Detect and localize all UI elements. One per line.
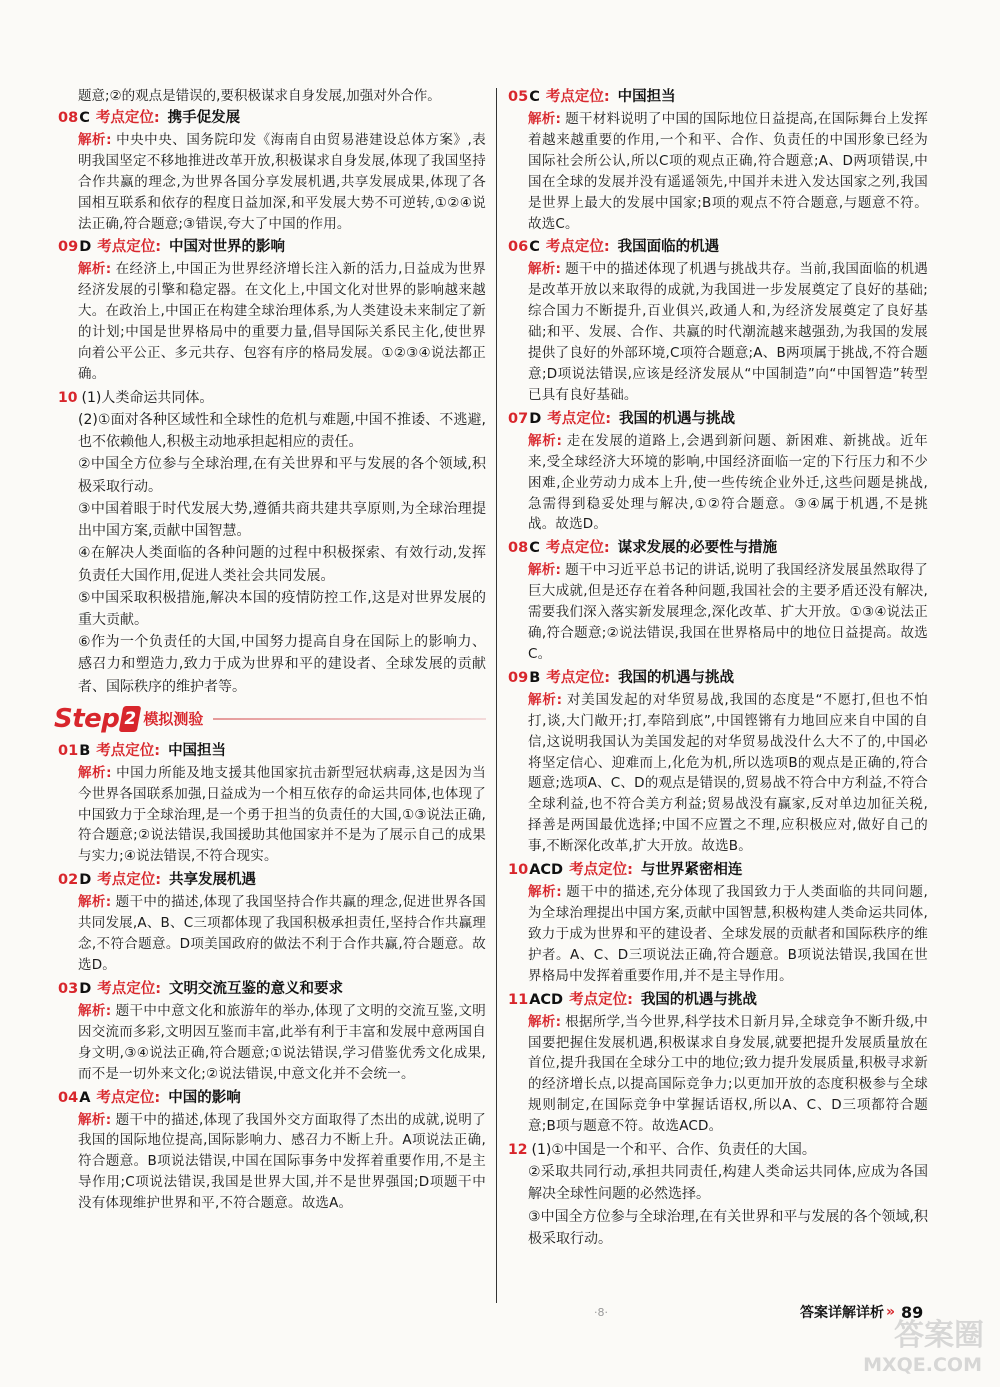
answer-entry-02 [58, 869, 486, 976]
analysis-label: 解析: [78, 1002, 112, 1019]
step-number: 2 [119, 706, 142, 732]
step-word: Step [54, 703, 120, 734]
analysis-label: 解析: [528, 691, 563, 708]
key-point-topic: 中国对世界的影响 [169, 239, 286, 256]
key-point-topic: 中国担当 [617, 89, 676, 105]
answer-letter: C [529, 89, 540, 105]
answer-entry-05 [508, 86, 928, 234]
key-point-label: 考点定位: [569, 991, 633, 1008]
answer-letter: C [79, 109, 90, 126]
key-point-label: 考点定位: [96, 1089, 161, 1106]
key-point-topic: 与世界紧密相连 [640, 862, 743, 879]
analysis-text: 题干材料说明了中国的国际地位日益提高,在国际舞台上发挥着越来越重要的作用,一个和平、合作、负责任的中国形象已经为国际社会所公认,所以C项的观点正确,符合题意;A、D两项错误,中国在全球的发展并没有遥遥领先,中国并未进入发达国家之列,我国是世界上最大的发展中国家;B项的观点不符合题意,与题意不符。故选C。 [528, 111, 929, 232]
answer-part-5: ④在解决人类面临的各种问题的过程中积极探索、有效行动,发挥负责任大国作用,促进人类社会共同发展。 [78, 545, 486, 584]
key-point-label: 考点定位: [97, 239, 162, 256]
answer-part-2: (2)①面对各种区域性和全球性的危机与难题,中国不推诿、不逃避,也不依赖他人,积极主动地承担起相应的责任。 [78, 412, 486, 451]
analysis-text: 题干中的描述体现了机遇与挑战共存。当前,我国面临的机遇是改革开放以来取得的成就,为我国进一步发展奠定了良好的基础;综合国力不断提升,百业俱兴,政通人和,为经济发展奠定了良好基础;和平、发展、合作、共赢的时代潮流越来越强劲,为我国的发展提供了良好的外部环境,C项符合题意;A、B两项属于挑战,不符合题意;D项说法错误,应该是经济发展从“中国制造”向“中国智造”转型已具有良好基础。 [528, 261, 929, 403]
question-number: 06 [508, 239, 529, 256]
question-number: 05 [508, 89, 529, 105]
answer-letter: ACD [529, 862, 564, 879]
key-point-topic: 携手促发展 [167, 109, 241, 126]
analysis-text: 题干中中意文化和旅游年的举办,体现了文明的交流互鉴,文明因交流而多彩,文明因互鉴而丰富,此举有利于丰富和发展中意两国自身文明,③④说法正确,符合题意;①说法错误,学习借鉴优秀文化成果,而不是一切外来文化;②说法错误,中意文化并不会统一。 [78, 1002, 486, 1082]
answer-part-4: ③中国着眼于时代发展大势,遵循共商共建共享原则,为全球治理提出中国方案,贡献中国智慧。 [78, 500, 486, 540]
analysis-text: 在经济上,中国正为世界经济增长注入新的活力,日益成为世界经济发展的引擎和稳定器。在文化上,中国文化对世界的影响越来越大。在政治上,中国正在构建全球治理体系,为人类建设未来制定了新的计划;中国是世界格局中的重要力量,倡导国际关系民主化,使世界向着公平公正、多元共存、包容有序的格局发展。①②③④说法都正确。 [78, 261, 486, 382]
watermark-site-text: MXQE.COM [863, 1354, 982, 1376]
right-column [508, 86, 928, 1252]
continued-text: 题意;②的观点是错误的,要积极谋求自身发展,加强对外合作。 [78, 88, 441, 104]
analysis-text: 根据所学,当今世界,科学技术日新月异,全球竞争不断升级,中国要把握住发展机遇,积极谋求自身发展,就要把提升发展质量放在首位,提升我国在全球分工中的地位;致力提升发展质量,积极寻求新的经济增长点,以提高国际竞争力;以更加开放的态度积极参与全球规则制定,在国际竞争中掌握话语权,所以A、C、D三项都符合题意;B项与题意不符。故选ACD。 [528, 1013, 929, 1135]
answer-part-1: (1)①中国是一个和平、合作、负责任的大国。 [531, 1142, 816, 1159]
answer-entry-09 [508, 667, 928, 857]
answer-entry-01 [58, 740, 486, 868]
analysis-text: 走在发展的道路上,会遇到新问题、新困难、新挑战。近年来,受全球经济大环境的影响,中国经济面临一定的下行压力和不少困难,企业劳动力成本上升,使一些传统企业外迁,这些问题是挑战,急需得到稳妥处理与解决,①②符合题意。③④属于机遇,不是挑战。故选D。 [528, 432, 929, 533]
key-point-topic: 我国面临的机遇 [617, 239, 720, 256]
analysis-label: 解析: [528, 884, 562, 901]
answer-entry-08 [58, 107, 486, 235]
section-title: 模拟测验 [143, 710, 204, 729]
key-point-topic: 中国担当 [168, 742, 227, 759]
column-divider [496, 88, 497, 1303]
key-point-label: 考点定位: [95, 109, 160, 126]
analysis-label: 解析: [528, 261, 562, 278]
question-number: 10 [58, 389, 78, 406]
answer-part-1: (1)人类命运共同体。 [81, 389, 214, 406]
key-point-label: 考点定位: [569, 862, 633, 879]
answer-letter: C [529, 239, 540, 256]
answer-entry-10 [508, 859, 928, 987]
answer-part-7: ⑥作为一个负责任的大国,中国努力提高自身在国际上的影响力、感召力和塑造力,致力于成为世界和平的建设者、全球发展的贡献者、国际秩序的维护者等。 [78, 634, 486, 695]
watermark [840, 1310, 990, 1380]
question-number: 12 [508, 1142, 528, 1159]
question-number: 11 [508, 991, 529, 1008]
analysis-text: 题干中习近平总书记的讲话,说明了我国经济发展虽然取得了巨大成就,但是还存在着各种问题,我国社会的主要矛盾还没有解决,需要我们深入落实新发展理念,深化改革、扩大开放。①③④说法正确,符合题意;②说法错误,我国在世界格局中的地位日益提高。故选C。 [528, 562, 929, 662]
key-point-label: 考点定位: [96, 742, 161, 759]
question-number: 08 [508, 540, 529, 557]
key-point-topic: 我国的机遇与挑战 [618, 669, 735, 686]
key-point-topic: 中国的影响 [168, 1089, 241, 1106]
question-number: 01 [58, 742, 79, 759]
key-point-label: 考点定位: [546, 669, 611, 686]
key-point-topic: 我国的机遇与挑战 [640, 991, 757, 1008]
key-point-label: 考点定位: [545, 239, 610, 256]
question-number: 07 [508, 410, 529, 427]
analysis-text: 题干中的描述,体现了我国外交方面取得了杰出的成就,说明了我国的国际地位提高,国际影响力、感召力不断上升。A项说法正确,符合题意。B项说法错误,中国在国际事务中发挥着重要作用,不是主导作用;C项说法错误,我国是世界大国,并不是世界强国;D项题干中没有体现维护世界和平,不符合题意。故选A。 [78, 1111, 486, 1212]
answer-entry-09 [58, 236, 486, 384]
double-arrow-icon: » [886, 1304, 896, 1320]
watermark-logo-text: 答案圈 [894, 1318, 984, 1353]
answer-letter: B [79, 742, 91, 759]
section-banner [54, 702, 486, 736]
question-number: 02 [58, 872, 79, 889]
analysis-label: 解析: [528, 562, 562, 579]
key-point-label: 考点定位: [97, 872, 162, 889]
footer-title: 答案详解详析 [800, 1305, 884, 1321]
key-point-label: 考点定位: [545, 89, 610, 105]
page-number: 89 [901, 1302, 924, 1322]
analysis-text: 题干中的描述,充分体现了我国致力于人类面临的共同问题,为全球治理提出中国方案,贡献中国智慧,积极构建人类命运共同体,致力于成为世界和平的建设者、全球发展的贡献者和国际秩序的维护者。A、C、D三项说法正确,符合题意。B项说法错误,我国在世界格局中发挥着重要作用,并不是主导作用。 [528, 884, 928, 984]
key-point-topic: 文明交流互鉴的意义和要求 [169, 980, 344, 997]
answer-part-6: ⑤中国采取积极措施,解决本国的疫情防控工作,这是对世界发展的重大贡献。 [78, 589, 486, 628]
analysis-label: 解析: [528, 432, 563, 449]
key-point-topic: 我国的机遇与挑战 [619, 410, 736, 427]
answer-part-3: ②中国全方位参与全球治理,在有关世界和平与发展的各个领域,积极采取行动。 [78, 456, 486, 495]
answer-entry-03 [58, 978, 486, 1085]
key-point-topic: 谋求发展的必要性与措施 [617, 540, 778, 557]
answer-part-3: ③中国全方位参与全球治理,在有关世界和平与发展的各个领域,积极采取行动。 [528, 1208, 928, 1247]
answer-entry-10 [58, 387, 486, 698]
analysis-label: 解析: [78, 1111, 112, 1128]
analysis-label: 解析: [78, 261, 112, 278]
analysis-label: 解析: [528, 1013, 562, 1030]
key-point-label: 考点定位: [545, 540, 610, 557]
answer-entry-08 [508, 537, 928, 665]
answer-part-2: ②采取共同行动,承担共同责任,构建人类命运共同体,应成为各国解决全球性问题的必然选择。 [528, 1164, 928, 1203]
analysis-label: 解析: [528, 111, 562, 127]
question-number: 09 [58, 239, 79, 256]
answer-entry-11 [508, 989, 928, 1137]
key-point-label: 考点定位: [97, 980, 162, 997]
question-number: 08 [58, 109, 79, 126]
key-point-topic: 共享发展机遇 [169, 872, 257, 889]
question-number: 09 [508, 669, 529, 686]
banner-rule [213, 718, 486, 720]
left-column [54, 86, 486, 1216]
analysis-text: 中央中央、国务院印发《海南自由贸易港建设总体方案》,表明我国坚定不移地推进改革开放,积极谋求自身发展,体现了我国坚持合作共赢的理念,为世界各国分享发展机遇,共享发展成果,体现了各国相互联系和依存的程度日益加深,和平发展大势不可逆转,①②④说法正确,符合题意;③错误,夸大了中国的作用。 [78, 131, 486, 232]
analysis-text: 中国力所能及地支援其他国家抗击新型冠状病毒,这是因为当今世界各国联系加强,日益成为一个相互依存的命运共同体,也体现了中国致力于全球治理,是一个勇于担当的负责任的大国,①③说法正确,符合题意;②说法错误,我国援助其他国家并不是为了展示自己的成果与实力;④说法错误,不符合现实。 [78, 764, 486, 865]
answer-letter: B [529, 669, 541, 686]
question-number: 10 [508, 862, 529, 879]
footer-mark: ·8· [594, 1306, 608, 1319]
analysis-label: 解析: [78, 894, 112, 911]
analysis-text: 对美国发起的对华贸易战,我国的态度是“不愿打,但也不怕打,谈,大门敞开;打,奉陪到底”,中国铿锵有力地回应来自中国的自信,这说明我国认为美国发起的对华贸易战没什么大不了的,中国必将坚定信心、迎难而上,化危为机,所以选项B的观点是正确的,符合题意;选项A、C、D的观点是错误的,贸易战不符合中方利益,不符合全球利益,也不符合美方利益;贸易战没有赢家,反对单边加征关税,择善是两国最优选择;中国不应置之不理,应积极应对,做好自己的事,不断深化改革,扩大开放。故选B。 [528, 691, 928, 855]
question-number: 04 [58, 1089, 79, 1106]
question-number: 03 [58, 980, 79, 997]
answer-letter: D [79, 980, 92, 997]
analysis-text: 题干中的描述,体现了我国坚持合作共赢的理念,促进世界各国共同发展,A、B、C三项都体现了我国积极承担责任,坚持合作共赢理念,不符合题意。D项美国政府的做法不利于合作共赢,符合题意。故选D。 [78, 894, 486, 973]
answer-entry-12 [508, 1139, 928, 1250]
answer-entry-04 [58, 1087, 486, 1215]
answer-letter: D [79, 239, 92, 256]
answer-letter: C [529, 540, 540, 557]
answer-letter: ACD [529, 991, 564, 1008]
analysis-label: 解析: [78, 131, 112, 148]
answer-entry-06 [508, 236, 928, 405]
key-point-label: 考点定位: [547, 410, 612, 427]
answer-entry-07 [508, 408, 928, 536]
answer-letter: D [529, 410, 542, 427]
answer-letter: D [79, 872, 92, 889]
answer-letter: A [79, 1089, 91, 1106]
analysis-label: 解析: [78, 764, 112, 781]
